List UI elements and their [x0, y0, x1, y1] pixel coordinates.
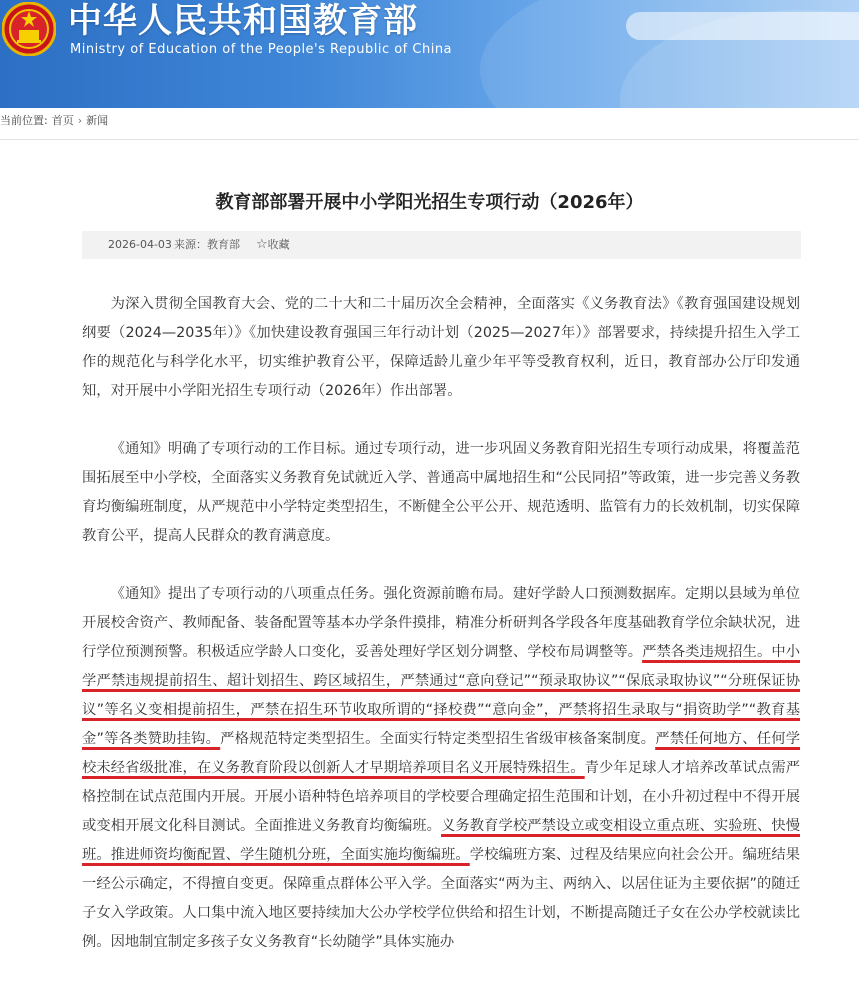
breadcrumb-label: 当前位置:: [0, 114, 48, 127]
paragraph-goals: 《通知》明确了专项行动的工作目标。通过专项行动，进一步巩固义务教育阳光招生专项行动成果，将覆盖范围拓展至中小学校，全面落实义务教育免试就近入学、普通高中属地招生和“公民同招”等政策，进一步完善义务教育均衡编班制度，从严规范中小学特定类型招生，不断健全公平公开、规范透明、监管有力的长效机制，切实保障教育公平，提高人民群众的教育满意度。: [82, 441, 800, 544]
breadcrumb-home-link[interactable]: 首页: [51, 114, 74, 127]
favorite-label: 收藏: [267, 238, 290, 251]
national-emblem-icon[interactable]: [2, 2, 56, 56]
site-subtitle: Ministry of Education of the People's Republic of China: [70, 42, 453, 57]
highlighted-text: 严禁任何地方、任何学校未经省级批准，在义务教育阶段以创新人才早期培养项目名义开展特殊招生。: [82, 731, 801, 776]
paragraph-tasks: [82, 580, 800, 957]
text-segment: 学校编班方案、过程及结果应向社会公开。编班结果一经公示确定，不得擅自变更。保障重点群体公平入学。全面落实“两为主、两纳入、以居住证为主要依据”的随迁子女入学政策。人口集中流入地区要持续加大公办学校学位供给和招生计划，不断提高随迁子女在公办学校就读比例。因地制宜制定多孩子女义务教育“长幼随学”具体实施办: [82, 847, 801, 950]
star-outline-icon: ☆: [256, 237, 268, 252]
article-title: 教育部部署开展中小学阳光招生专项行动（2026年）: [215, 192, 644, 213]
text-segment: 《通知》提出了专项行动的八项重点任务。强化资源前瞻布局。建好学龄人口预测数据库。定期以县域为单位开展校舍资产、教师配备、装备配置等基本办学条件摸排，精准分析研判各学段各年度基础教育学位余缺状况，进行学位预测预警。积极适应学龄人口变化，妥善处理好学区划分调整、学校布局调整等。: [82, 586, 800, 660]
text-segment: 严格规范特定类型招生。全面实行特定类型招生省级审核备案制度。: [220, 731, 656, 747]
article-meta-bar: [82, 231, 801, 259]
favorite-button[interactable]: [256, 231, 290, 259]
article-body: [82, 290, 800, 986]
paragraph-intro: 为深入贯彻全国教育大会、党的二十大和二十届历次全会精神，全面落实《义务教育法》《教育强国建设规划纲要（2024—2035年）》《加快建设教育强国三年行动计划（2025—2027年）》部署要求，持续提升招生入学工作的规范化与科学化水平，切实维护教育公平，保障适龄儿童少年平等受教育权利，近日，教育部办公厅印发通知，对开展中小学阳光招生专项行动（2026年）作出部署。: [82, 296, 800, 399]
text-segment: 青少年足球人才培养改革试点需严格控制在试点范围内开展。开展小语种特色培养项目的学校要合理确定招生范围和计划，在小升初过程中不得开展或变相开展文化科目测试。全面推进义务教育均衡编班。: [82, 760, 801, 834]
highlighted-text: 义务教育学校严禁设立或变相设立重点班、实验班、快慢班。推进师资均衡配置、学生随机分班，全面实施均衡编班。: [82, 818, 800, 863]
site-header: [0, 0, 859, 108]
breadcrumb-news-link[interactable]: 新闻: [86, 114, 109, 127]
breadcrumb-separator: ›: [77, 114, 83, 127]
highlighted-text: 严禁各类违规招生。中小学严禁违规提前招生、超计划招生、跨区域招生，严禁通过“意向登记”“预录取协议”“保底录取协议”“分班保证协议”等名义变相提前招生，严禁在招生环节收取所谓的“择校费”“意向金”，严禁将招生录取与“捐资助学”“教育基金”等各类赞助挂钩。: [82, 644, 801, 747]
header-search-bar[interactable]: [626, 12, 859, 40]
publish-date: 2026-04-03: [108, 238, 172, 251]
breadcrumb: [0, 112, 112, 128]
article-source: 来源：教育部: [174, 238, 240, 251]
site-title[interactable]: 中华人民共和国教育部: [68, 1, 418, 41]
divider: [0, 139, 859, 140]
